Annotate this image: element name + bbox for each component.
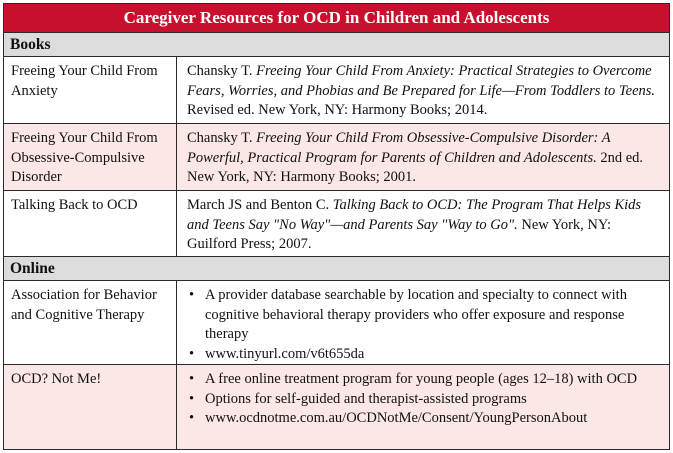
resource-name: OCD? Not Me! xyxy=(4,365,177,449)
table-row xyxy=(4,191,669,257)
resource-citation xyxy=(177,124,669,190)
citation-publisher: 2nd ed. New York, NY: Harmony Books; 2001. xyxy=(187,149,644,185)
resource-name: Freeing Your Child From Anxiety xyxy=(4,57,177,123)
detail-link[interactable]: • www.tinyurl.com/v6t655da xyxy=(187,345,663,365)
citation-title: Freeing Your Child From Obsessive-Compulsive Disorder: A Powerful, Practical Program for Parents of Children and Adolescents. xyxy=(187,130,611,166)
resource-citation xyxy=(177,57,669,123)
citation-author: March JS and Benton C. xyxy=(187,197,333,213)
table-title: Caregiver Resources for OCD in Children and Adolescents xyxy=(4,4,669,33)
section-header-online: Online xyxy=(4,257,669,281)
detail-link[interactable]: • www.ocdnotme.com.au/OCDNotMe/Consent/YoungPersonAbout xyxy=(187,409,663,429)
resource-details xyxy=(177,281,669,364)
resource-name: Freeing Your Child From Obsessive-Compulsive Disorder xyxy=(4,124,177,190)
citation-author: Chansky T. xyxy=(187,63,257,79)
citation-publisher: Revised ed. New York, NY: Harmony Books; 2014. xyxy=(187,102,488,118)
table-row xyxy=(4,124,669,191)
citation-publisher: New York, NY: Guilford Press; 2007. xyxy=(187,216,612,252)
table-row xyxy=(4,365,669,449)
detail-item: • A provider database searchable by location and specialty to connect with cognitive behavioral therapy providers who offer exposure and response therapy xyxy=(187,286,663,345)
detail-item: • A free online treatment program for young people (ages 12–18) with OCD xyxy=(187,370,663,390)
citation-title: Freeing Your Child From Anxiety: Practical Strategies to Overcome Fears, Worries, and Phobias and Be Prepared for Life—From Toddlers to Teens. xyxy=(187,63,656,99)
section-header-books: Books xyxy=(4,33,669,57)
table-row xyxy=(4,281,669,365)
resources-table xyxy=(3,3,670,450)
citation-author: Chansky T. xyxy=(187,130,257,146)
resource-name: Association for Behavior and Cognitive Therapy xyxy=(4,281,177,364)
table-row xyxy=(4,57,669,124)
detail-item: • Options for self-guided and therapist-assisted programs xyxy=(187,390,663,410)
resource-citation xyxy=(177,191,669,256)
citation-title: Talking Back to OCD: The Program That Helps Kids and Teens Say "No Way"—and Parents Say "Way to Go". xyxy=(187,197,642,233)
resource-name: Talking Back to OCD xyxy=(4,191,177,256)
resource-details xyxy=(177,365,669,449)
